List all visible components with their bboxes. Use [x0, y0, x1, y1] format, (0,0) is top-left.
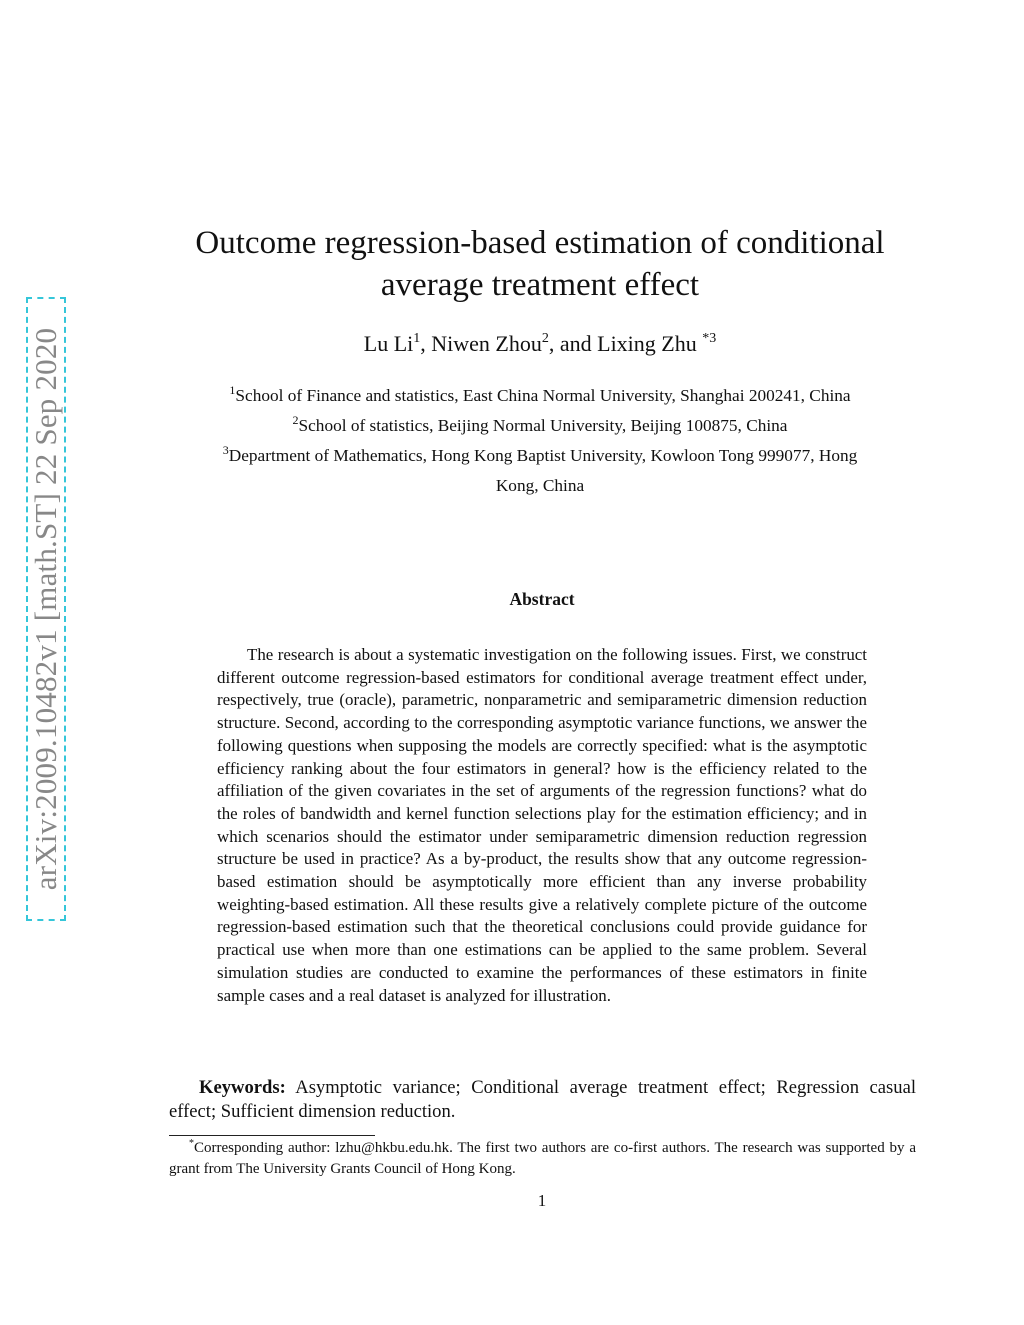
footnote — [169, 1138, 916, 1180]
keywords-paragraph — [169, 1076, 916, 1124]
affiliation-line-continuation: Kong, China — [495, 476, 585, 495]
paper-title — [170, 222, 910, 306]
affiliation-line — [170, 381, 910, 411]
footnote-mark: * — [189, 1138, 194, 1149]
affiliation-line — [170, 411, 910, 441]
affiliation-text: School of Finance and statistics, East China Normal University, Shanghai 200241, China — [235, 386, 851, 405]
author-list — [170, 329, 910, 359]
abstract-body: The research is about a systematic investigation on the following issues. First, we construct different outcome regression-based estimators for conditional average treatment effect under, respectively, true (oracle), parametric, nonparametric and semiparametric dimension reduction structure. Second, according to the corresponding asymptotic variance functions, we answer the following questions when supposing the models are correctly specified: what is the asymptotic efficiency ranking about the four estimators in general? how is the efficiency related to the affiliation of the given covariates in the set of arguments of the regression functions? what do the roles of bandwidth and kernel function selections play for the estimation efficiency; and in which scenarios should the estimator under semiparametric dimension reduction regression structure be used in practice? As a by-product, the results show that any outcome regression-based estimation should be asymptotically more efficient than any inverse probability weighting-based estimation. All these results give a relatively complete picture of the outcome regression-based estimation such that the theoretical conclusions could provide guidance for practical use when more than one estimations can be applied to the same problem. Several simulation studies are conducted to examine the performances of these estimators in finite sample cases and a real dataset is analyzed for illustration. — [217, 645, 867, 1005]
title-line-2: average treatment effect — [380, 267, 700, 303]
footnote-text: Corresponding author: lzhu@hkbu.edu.hk. The first two authors are co-first authors. The research was supported by a grant from The University Grants Council of Hong Kong. — [169, 1140, 916, 1177]
author-affiliation-mark: *3 — [702, 331, 717, 346]
affiliation-mark: 1 — [229, 383, 236, 397]
author-name: , Niwen Zhou — [420, 331, 542, 356]
affiliation-text: School of statistics, Beijing Normal University, Beijing 100875, China — [298, 416, 788, 435]
author-affiliation-mark: 2 — [541, 331, 549, 346]
affiliation-mark: 2 — [292, 413, 299, 427]
arxiv-identifier-text: arXiv:2009.10482v1 [math.ST] 22 Sep 2020 — [28, 327, 63, 891]
keywords-text: Asymptotic variance; Conditional average treatment effect; Regression casual effect; Sufficient dimension reduction. — [169, 1077, 916, 1122]
page-number: 1 — [537, 1191, 547, 1210]
author-name: Lu Li — [363, 331, 414, 356]
affiliation-mark: 3 — [222, 443, 229, 457]
abstract-heading: Abstract — [509, 589, 575, 609]
author-name: , and Lixing Zhu — [548, 331, 703, 356]
title-line-1: Outcome regression-based estimation of conditional — [195, 225, 885, 261]
arxiv-identifier-stamp — [26, 297, 66, 921]
footnote-divider — [169, 1135, 375, 1136]
affiliation-text: Department of Mathematics, Hong Kong Baptist University, Kowloon Tong 999077, Hong — [228, 446, 858, 465]
author-affiliation-mark: 1 — [413, 331, 421, 346]
keywords-label: Keywords: — [199, 1077, 286, 1098]
affiliation-line — [170, 441, 910, 471]
affiliation-list — [170, 381, 910, 501]
